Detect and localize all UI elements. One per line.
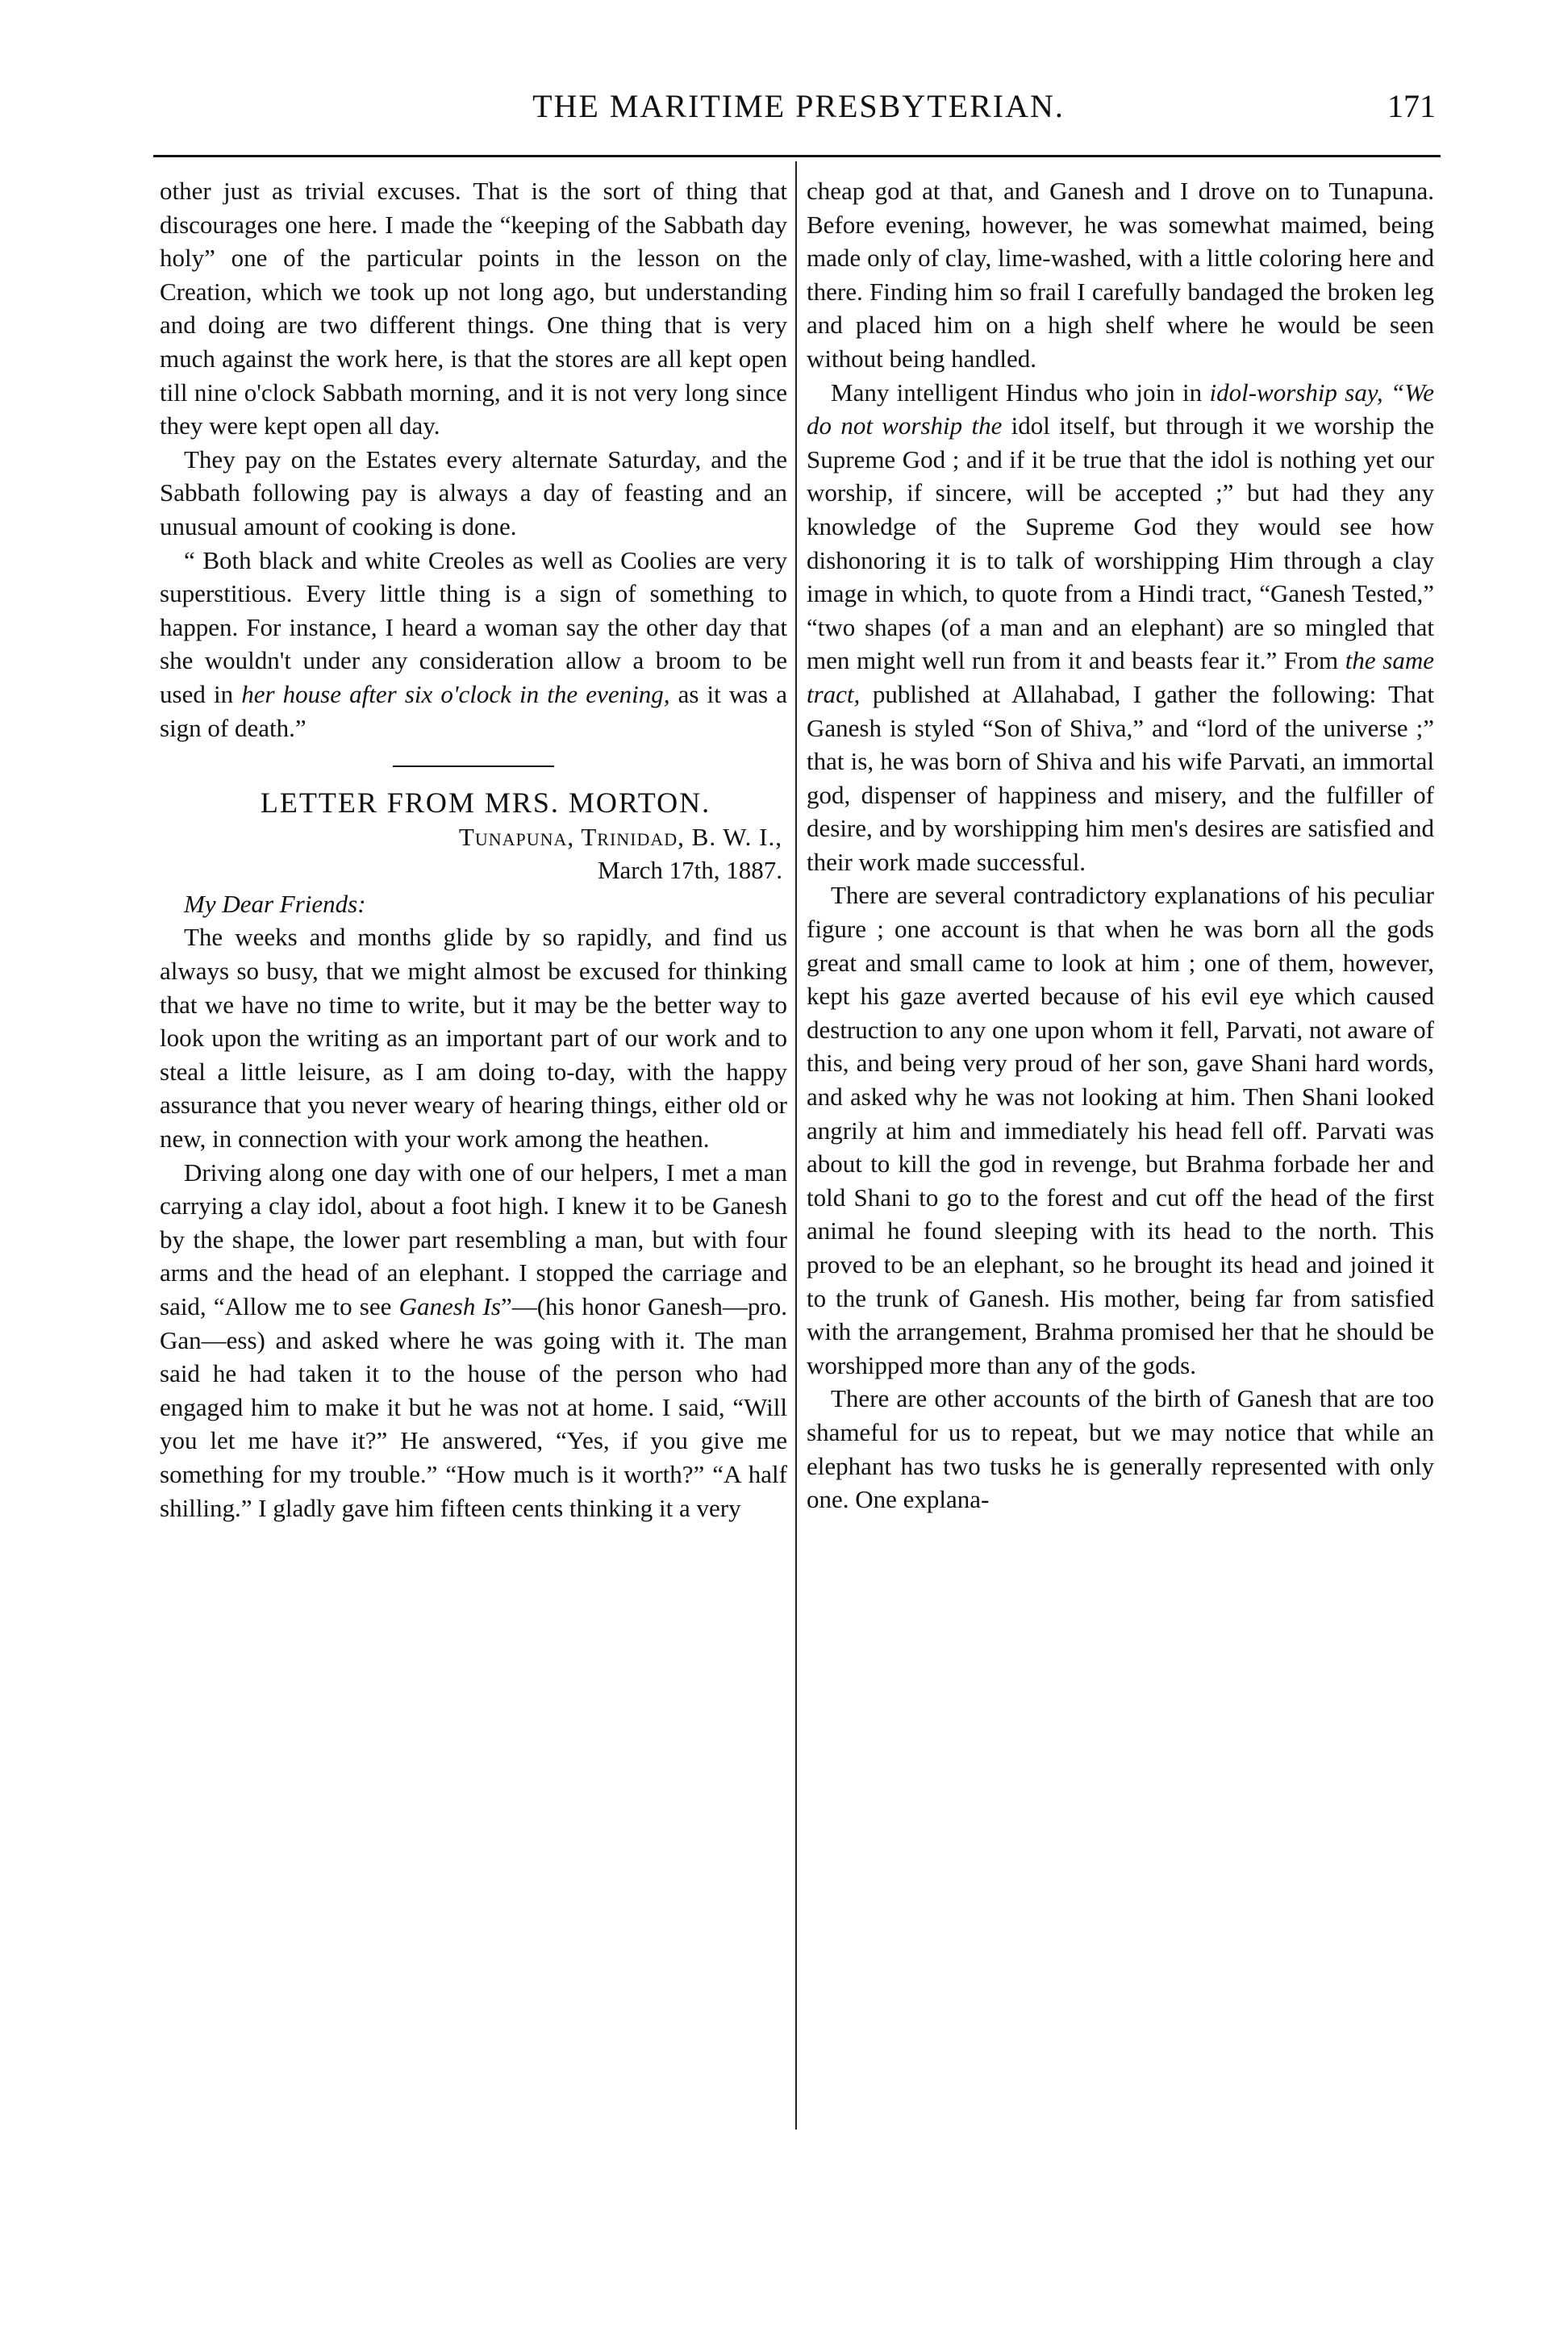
left-column	[160, 174, 787, 1525]
text-run: published at Allahabad, I gather the following: That Ganesh is styled “Son of Shiva,” and “lord of the universe ;” that is, he was born of Shiva and his wife Parvati, an immortal god, dispenser of happiness and misery, and the fulfiller of desire, and by worshipping him men's desires are satisfied and their work made successful.	[807, 679, 1434, 876]
paragraph: They pay on the Estates every alternate Saturday, and the Sabbath following pay is always a day of feasting and an unusual amount of cooking is done.	[160, 444, 787, 540]
paragraph: There are other accounts of the birth of Ganesh that are too shameful for us to repeat, but we may notice that while an elephant has two tusks he is generally represented with only one. One explana-	[807, 1384, 1434, 1514]
paragraph-continued: cheap god at that, and Ganesh and I drove on to Tunapuna. Before evening, however, he was somewhat maimed, being made only of clay, lime-washed, with a little coloring here and there. Finding him so frail I carefully bandaged the broken leg and placed him on a high shelf where he would be seen without being handled.	[807, 177, 1434, 373]
italic-text: the same tract,	[807, 646, 1434, 708]
text-run: idol itself, but through it we worship the Supreme God ; and if it be true that the idol is nothing yet our worship, if sincere, will be accepted ;” but had they any knowledge of the Supreme God they would see how dishonoring it is to talk of worshipping Him through a clay image in which, to quote from a Hindi tract, “Ganesh Tested,” “two shapes (of a man and an elephant) are so mingled that men might well run from it and beasts fear it.” From	[807, 411, 1435, 675]
dateline-place: Tunapuna, Trinidad, B. W. I.,	[458, 822, 782, 851]
right-column	[807, 174, 1434, 1516]
paragraph	[807, 376, 1434, 879]
italic-text: idol-worship say, “We do not worship the	[807, 378, 1434, 440]
section-title: LETTER FROM MRS. MORTON.	[260, 786, 711, 820]
paragraph: The weeks and months glide by so rapidly, and find us always so busy, that we might almost be excused for thinking that we have no time to write, but it may be the better way to look upon the writing as an important part of our work and to steal a little leisure, as I am doing to-day, with the happy assurance that you never weary of hearing things, either old or new, in connection with your work among the heathen.	[160, 923, 787, 1153]
text-run: Driving along one day with one of our helpers, I met a man carrying a clay idol, about a foot high. I knew it to be Ganesh by the shape, the lower part resembling a man, but with four arms and the head of an elephant. I stopped the carriage and said, “Allow me to see	[160, 1158, 787, 1320]
section-divider	[393, 766, 554, 767]
running-head	[161, 87, 1436, 136]
dateline-date: March 17th, 1887.	[597, 856, 782, 885]
italic-text: her house after six o'clock in the evening,	[241, 679, 670, 708]
running-title: THE MARITIME PRESBYTERIAN.	[532, 88, 1065, 124]
paragraph-continued: other just as trivial excuses. That is the sort of thing that discourages one here. I made the “keeping of the Sabbath day holy” one of the particular points in the lesson on the Creation, which we took up not long ago, but understanding and doing are two different things. One thing that is very much against the work here, is that the stores are all kept open till nine o'clock Sabbath morning, and it is not very long since they were kept open all day.	[160, 177, 787, 440]
salutation: My Dear Friends:	[184, 889, 366, 918]
page-number: 171	[1387, 88, 1436, 124]
header-rule	[153, 155, 1441, 157]
text-run: “ Both black and white Creoles as well as Coolies are very superstitious. Every little thing is a sign of something to happen. For instance, I heard a woman say the other day that she wouldn't under any consideration allow a broom to be used in	[160, 545, 787, 708]
text-run: ”—(his honor Ganesh—pro. Gan—ess) and asked where he was going with it. The man said he had taken it to the house of the person who had engaged him to make it but he was not at home. I said, “Will you let me have it?” He answered, “Yes, if you give me something for my trouble.” “How much is it worth?” “A half shilling.” I gladly gave him fifteen cents thinking it a very	[160, 1292, 787, 1522]
column-divider	[795, 161, 797, 2130]
paragraph	[160, 544, 787, 745]
text-run: as it was a sign of death.”	[160, 679, 788, 742]
paragraph	[160, 1156, 787, 1525]
italic-text: Ganesh Is	[398, 1292, 501, 1320]
text-run: Many intelligent Hindus who join in	[831, 378, 1210, 407]
paragraph: There are several contradictory explanations of his peculiar figure ; one account is that when he was born all the gods great and small came to look at him ; one of them, however, kept his gaze averted because of his evil eye which caused destruction to any one upon whom it fell, Parvati, not aware of this, and being very proud of her son, gave Shani hard words, and asked why he was not looking at him. Then Shani looked angrily at him and immediately his head fell off. Parvati was about to kill the god in revenge, but Brahma forbade her and told Shani to go to the forest and cut off the head of the first animal he found sleeping with its head to the north. This proved to be an elephant, so he brought its head and joined it to the trunk of Ganesh. His mother, being far from satisfied with the arrangement, Brahma promised her that he should be worshipped more than any of the gods.	[807, 881, 1434, 1379]
